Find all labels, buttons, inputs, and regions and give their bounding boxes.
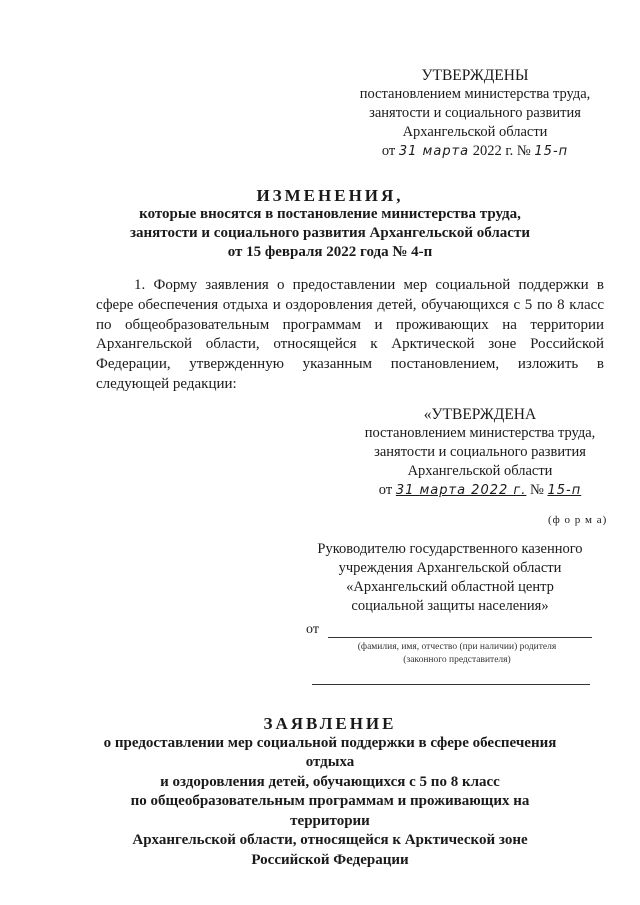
handwritten-number: 15-п <box>547 483 582 498</box>
form-label: (ф о р м а) <box>548 514 608 526</box>
changes-heading <box>60 186 600 262</box>
date-year: 2022 г. № <box>472 143 531 159</box>
changes-line: занятости и социального развития Архангельской области <box>130 225 530 241</box>
approval-line: занятости и социального развития <box>369 105 581 121</box>
approval-title: «УТВЕРЖДЕНА <box>423 406 537 423</box>
changes-line: от 15 февраля 2022 года № 4-п <box>227 244 433 260</box>
date-prefix: от <box>381 143 396 159</box>
approval-line: Архангельской области <box>407 463 553 479</box>
handwritten-date: 31 марта 2022 г. <box>395 483 527 498</box>
from-prefix: от <box>306 622 319 637</box>
recipient-line: социальной защиты населения» <box>351 598 549 614</box>
changes-title: ИЗМЕНЕНИЯ, <box>256 186 404 205</box>
approval-line: постановлением министерства труда, <box>364 425 596 441</box>
statement-line: о предоставлении мер социальной поддержки в сфере обеспечения отдыха <box>103 734 557 770</box>
from-hint-line: (законного представителя) <box>403 655 511 665</box>
statement-line: и оздоровления детей, обучающихся с 5 по 8 класс <box>160 773 500 790</box>
statement-line: Архангельской области, относящейся к Арктической зоне <box>132 832 528 848</box>
statement-heading <box>90 714 570 870</box>
approval-date-line <box>340 142 610 161</box>
blank-line <box>312 684 590 685</box>
recipient-line: учреждения Архангельской области <box>338 560 562 576</box>
changes-line: которые вносятся в постановление министерства труда, <box>139 206 521 222</box>
approval-line: постановлением министерства труда, <box>359 86 591 102</box>
approval-date-line <box>330 481 630 500</box>
approval-block-form <box>330 405 630 500</box>
from-blank-line <box>328 637 592 638</box>
recipient-line: «Архангельский областной центр <box>346 579 554 595</box>
statement-line: Российской Федерации <box>251 851 409 868</box>
from-hint-line: (фамилия, имя, отчество (при наличии) родителя <box>357 642 557 652</box>
handwritten-number: 15-п <box>534 144 569 159</box>
from-field <box>306 622 596 642</box>
paragraph-text: 1. Форму заявления о предоставлении мер социальной поддержки в сфере обеспечения отдыха и оздоровления детей, обучающихся с 5 по 8 класс по общеобразовательным программам и проживающих на территории Архангельской области, относящейся к Арктической зоне Российской Федерации, утвержденную указанным постановлением, изложить в следующей редакции: <box>96 277 604 392</box>
number-sign: № <box>530 482 544 498</box>
recipient-block <box>300 540 600 616</box>
from-hint <box>322 641 592 667</box>
statement-line: по общеобразовательным программам и проживающих на территории <box>130 793 530 829</box>
date-prefix: от <box>378 482 393 498</box>
handwritten-date: 31 марта <box>398 144 470 159</box>
statement-title: ЗАЯВЛЕНИЕ <box>263 714 397 733</box>
recipient-line: Руководителю государственного казенного <box>317 541 583 557</box>
approval-line: занятости и социального развития <box>374 444 586 460</box>
approval-line: Архангельской области <box>402 124 548 140</box>
body-paragraph <box>96 276 604 395</box>
approval-title: УТВЕРЖДЕНЫ <box>421 67 529 84</box>
approval-block-top <box>340 66 610 161</box>
